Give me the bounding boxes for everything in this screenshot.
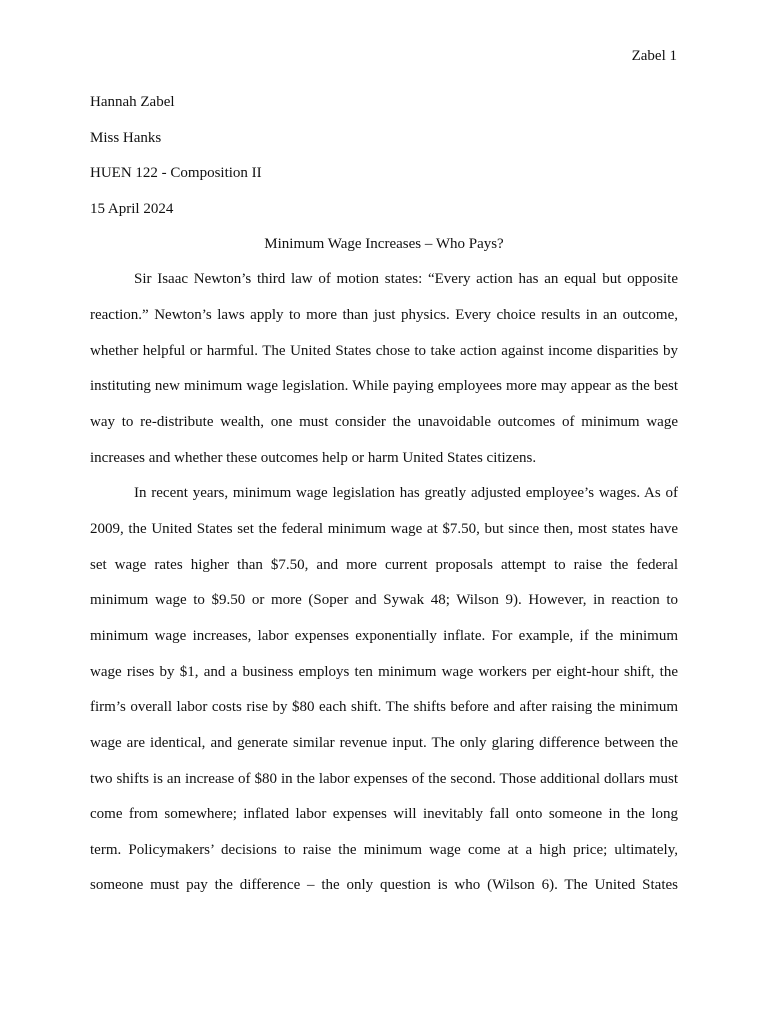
running-head: Zabel 1 bbox=[631, 48, 677, 64]
body-line: increases and whether these outcomes help or harm United States citizens. bbox=[90, 450, 537, 466]
body-line: reaction.” Newton’s laws apply to more than just physics. Every choice results in an outcome, bbox=[90, 307, 678, 323]
paper-title: Minimum Wage Increases – Who Pays? bbox=[264, 236, 504, 252]
mla-heading bbox=[90, 93, 678, 235]
body-line: In recent years, minimum wage legislation has greatly adjusted employee’s wages. As of bbox=[134, 485, 678, 501]
body-line: firm’s overall labor costs rise by $80 each shift. The shifts before and after raising the minimum bbox=[90, 699, 678, 715]
course-name: HUEN 122 - Composition II bbox=[90, 165, 262, 181]
body-line: minimum wage increases, labor expenses exponentially inflate. For example, if the minimum bbox=[90, 628, 678, 644]
body-line: Sir Isaac Newton’s third law of motion states: “Every action has an equal but opposite bbox=[134, 271, 678, 287]
body-line: come from somewhere; inflated labor expenses will inevitably fall onto someone in the long bbox=[90, 806, 678, 822]
body-line: whether helpful or harmful. The United States chose to take action against income disparities by bbox=[90, 343, 678, 359]
paper-date: 15 April 2024 bbox=[90, 200, 174, 217]
body-line: minimum wage to $9.50 or more (Soper and Sywak 48; Wilson 9). However, in reaction to bbox=[90, 592, 678, 608]
body-line: wage are identical, and generate similar revenue input. The only glaring difference between the bbox=[90, 735, 678, 751]
body-line: way to re-distribute wealth, one must consider the unavoidable outcomes of minimum wage bbox=[90, 414, 678, 430]
author-name: Hannah Zabel bbox=[90, 94, 175, 110]
body-line: two shifts is an increase of $80 in the labor expenses of the second. Those additional dollars must bbox=[90, 771, 678, 787]
body-line: term. Policymakers’ decisions to raise the minimum wage come at a high price; ultimately, bbox=[90, 842, 678, 858]
body-line: set wage rates higher than $7.50, and more current proposals attempt to raise the federal bbox=[90, 557, 678, 573]
body-line: 2009, the United States set the federal minimum wage at $7.50, but since then, most states have bbox=[90, 521, 678, 537]
body-line: wage rises by $1, and a business employs ten minimum wage workers per eight-hour shift, the bbox=[90, 664, 678, 680]
body-line: someone must pay the difference – the only question is who (Wilson 6). The United States bbox=[90, 877, 678, 893]
instructor-name: Miss Hanks bbox=[90, 129, 162, 146]
body-line: instituting new minimum wage legislation. While paying employees more may appear as the best bbox=[90, 378, 678, 394]
